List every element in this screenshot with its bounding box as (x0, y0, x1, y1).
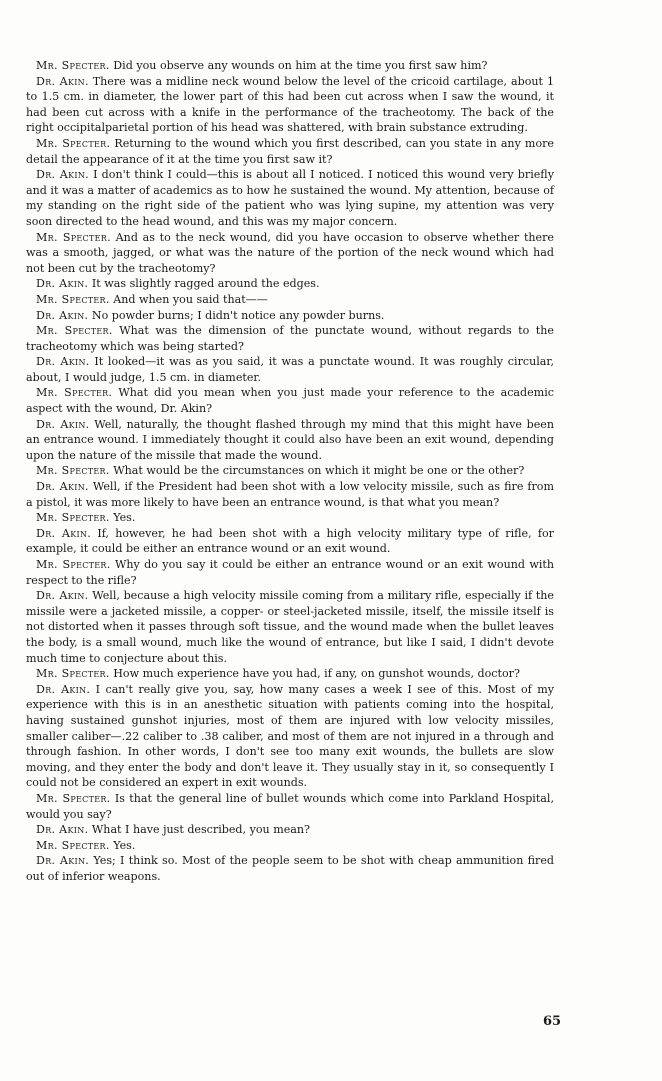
statement-text: How much experience have you had, if any, on gunshot wounds, doctor? (113, 667, 520, 681)
speaker-name: Dr. Akin. (36, 526, 92, 540)
speaker-name: Dr. Akin. (36, 823, 89, 837)
statement-text: Did you observe any wounds on him at the time you first saw him? (113, 59, 488, 72)
speaker-name: Dr. Akin. (36, 854, 90, 868)
statement-text: Yes; I think so. Most of the people seem to be shot with cheap ammunition fired out of inferior weapons. (26, 854, 554, 883)
speaker-name: Mr. Specter. (36, 136, 111, 150)
statement-text: Yes. (113, 511, 136, 525)
speaker-name: Mr. Specter. (36, 464, 110, 478)
speaker-name: Mr. Specter. (36, 838, 110, 852)
statement-text: Is that the general line of bullet wounds which come into Parkland Hospital, would you say? (26, 791, 554, 821)
testimony-paragraph (26, 526, 554, 557)
speaker-name: Dr. Akin. (36, 277, 89, 291)
speaker-name: Mr. Specter. (36, 324, 113, 338)
testimony-paragraph (26, 588, 554, 666)
testimony-paragraph (26, 682, 554, 791)
statement-text: What did you mean when you just made your reference to the academic aspect with the wound, Dr. Akin? (26, 386, 554, 416)
speaker-name: Dr. Akin. (36, 480, 89, 494)
speaker-name: Dr. Akin. (36, 589, 89, 603)
statement-text: What was the dimension of the punctate wound, without regards to the tracheotomy which was being started? (26, 324, 554, 353)
testimony-text (26, 58, 554, 884)
speaker-name: Dr. Akin. (36, 308, 89, 322)
speaker-name: Mr. Specter. (36, 386, 113, 400)
page-number: 65 (543, 1014, 562, 1029)
statement-text: And as to the neck wound, did you have occasion to observe whether there was a smooth, jagged, or what was the nature of the portion of the neck wound which had not been cut by the tracheotomy? (26, 230, 554, 275)
statement-text: And when you said that—— (113, 292, 268, 306)
statement-text: If, however, he had been shot with a high velocity military type of rifle, for example, it could be either an entrance wound or an exit wound. (26, 526, 554, 556)
testimony-paragraph (26, 510, 554, 526)
speaker-name: Mr. Specter. (36, 667, 110, 681)
testimony-paragraph (26, 557, 554, 588)
testimony-paragraph (26, 822, 554, 838)
statement-text: I can't really give you, say, how many cases a week I see of this. Most of my experience with this is in an anesthetic situation with patients coming into the hospital, having sustained gunshot injuries, most of them are injured with low velocity missiles, smaller caliber—.22 caliber to .38 caliber, and most of them are not injured in a through and through fashion. In other words, I don't see too many exit wounds, the bullets are slow moving, and they enter the body and don't leave it. They usually stay in it, so consequently I could not be considered an expert in exit wounds. (26, 682, 554, 790)
statement-text: What would be the circumstances on which it might be one or the other? (113, 464, 525, 478)
testimony-paragraph (26, 58, 554, 74)
statement-text: What I have just described, you mean? (91, 823, 310, 837)
testimony-paragraph (26, 354, 554, 385)
testimony-paragraph (26, 308, 554, 324)
statement-text: Returning to the wound which you first described, can you state in any more detail the appearance of it at the time you first saw it? (26, 136, 554, 166)
speaker-name: Mr. Specter. (36, 791, 111, 805)
speaker-name: Dr. Akin. (36, 682, 91, 696)
speaker-name: Mr. Specter. (36, 292, 110, 306)
testimony-paragraph (26, 136, 554, 167)
testimony-paragraph (26, 791, 554, 822)
statement-text: Well, if the President had been shot with a low velocity missile, such as fire from a pistol, it was more likely to have been an entrance wound, is that what you mean? (26, 480, 554, 509)
testimony-paragraph (26, 853, 554, 884)
speaker-name: Mr. Specter. (36, 59, 110, 72)
statement-text: I don't think I could—this is about all I noticed. I noticed this wound very briefly and it was a matter of academics as to how he sustained the wound. My attention, because of my standing on the right side of the patient who was lying supine, my attention was very soon directed to the head wound, and this was my major concern. (26, 168, 554, 228)
statement-text: Well, because a high velocity missile coming from a military rifle, especially if the missile were a jacketed missile, a copper- or steel-jacketed missile, itself, the missile itself is not distorted when it passes through soft tissue, and the wound made when the bullet leaves the body, is a small wound, much like the wound of entrance, but like I said, I didn't devote much time to conjecture about this. (26, 589, 554, 665)
testimony-paragraph (26, 417, 554, 464)
testimony-paragraph (26, 479, 554, 510)
speaker-name: Dr. Akin. (36, 168, 89, 182)
testimony-paragraph (26, 323, 554, 354)
testimony-paragraph (26, 292, 554, 308)
statement-text: No powder burns; I didn't notice any powder burns. (91, 308, 385, 322)
testimony-paragraph (26, 385, 554, 416)
testimony-paragraph (26, 74, 554, 136)
testimony-paragraph (26, 276, 554, 292)
speaker-name: Dr. Akin. (36, 74, 89, 88)
speaker-name: Mr. Specter. (36, 511, 110, 525)
testimony-paragraph (26, 666, 554, 682)
testimony-paragraph (26, 230, 554, 277)
testimony-paragraph (26, 167, 554, 229)
statement-text: There was a midline neck wound below the level of the cricoid cartilage, about 1 to 1.5 cm. in diameter, the lower part of this had been cut across when I saw the wound, it had been cut across with a knife in the performance of the tracheotomy. The back of the right occipitalparietal portion of his head was shattered, with brain substance extruding. (26, 74, 554, 135)
statement-text: It looked—it was as you said, it was a punctate wound. It was roughly circular, about, I would judge, 1.5 cm. in diameter. (26, 355, 555, 384)
statement-text: It was slightly ragged around the edges. (91, 277, 320, 291)
speaker-name: Mr. Specter. (36, 558, 111, 571)
speaker-name: Mr. Specter. (36, 230, 111, 244)
statement-text: Well, naturally, the thought flashed through my mind that this might have been an entrance wound. I immediately thought it could also have been an exit wound, depending upon the nature of the missile that made the wound. (26, 417, 554, 462)
speaker-name: Dr. Akin. (36, 417, 90, 431)
testimony-paragraph (26, 838, 554, 854)
speaker-name: Dr. Akin. (36, 355, 90, 369)
statement-text: Why do you say it could be either an entrance wound or an exit wound with respect to the rifle? (26, 558, 554, 587)
statement-text: Yes. (113, 838, 136, 852)
testimony-paragraph (26, 463, 554, 479)
